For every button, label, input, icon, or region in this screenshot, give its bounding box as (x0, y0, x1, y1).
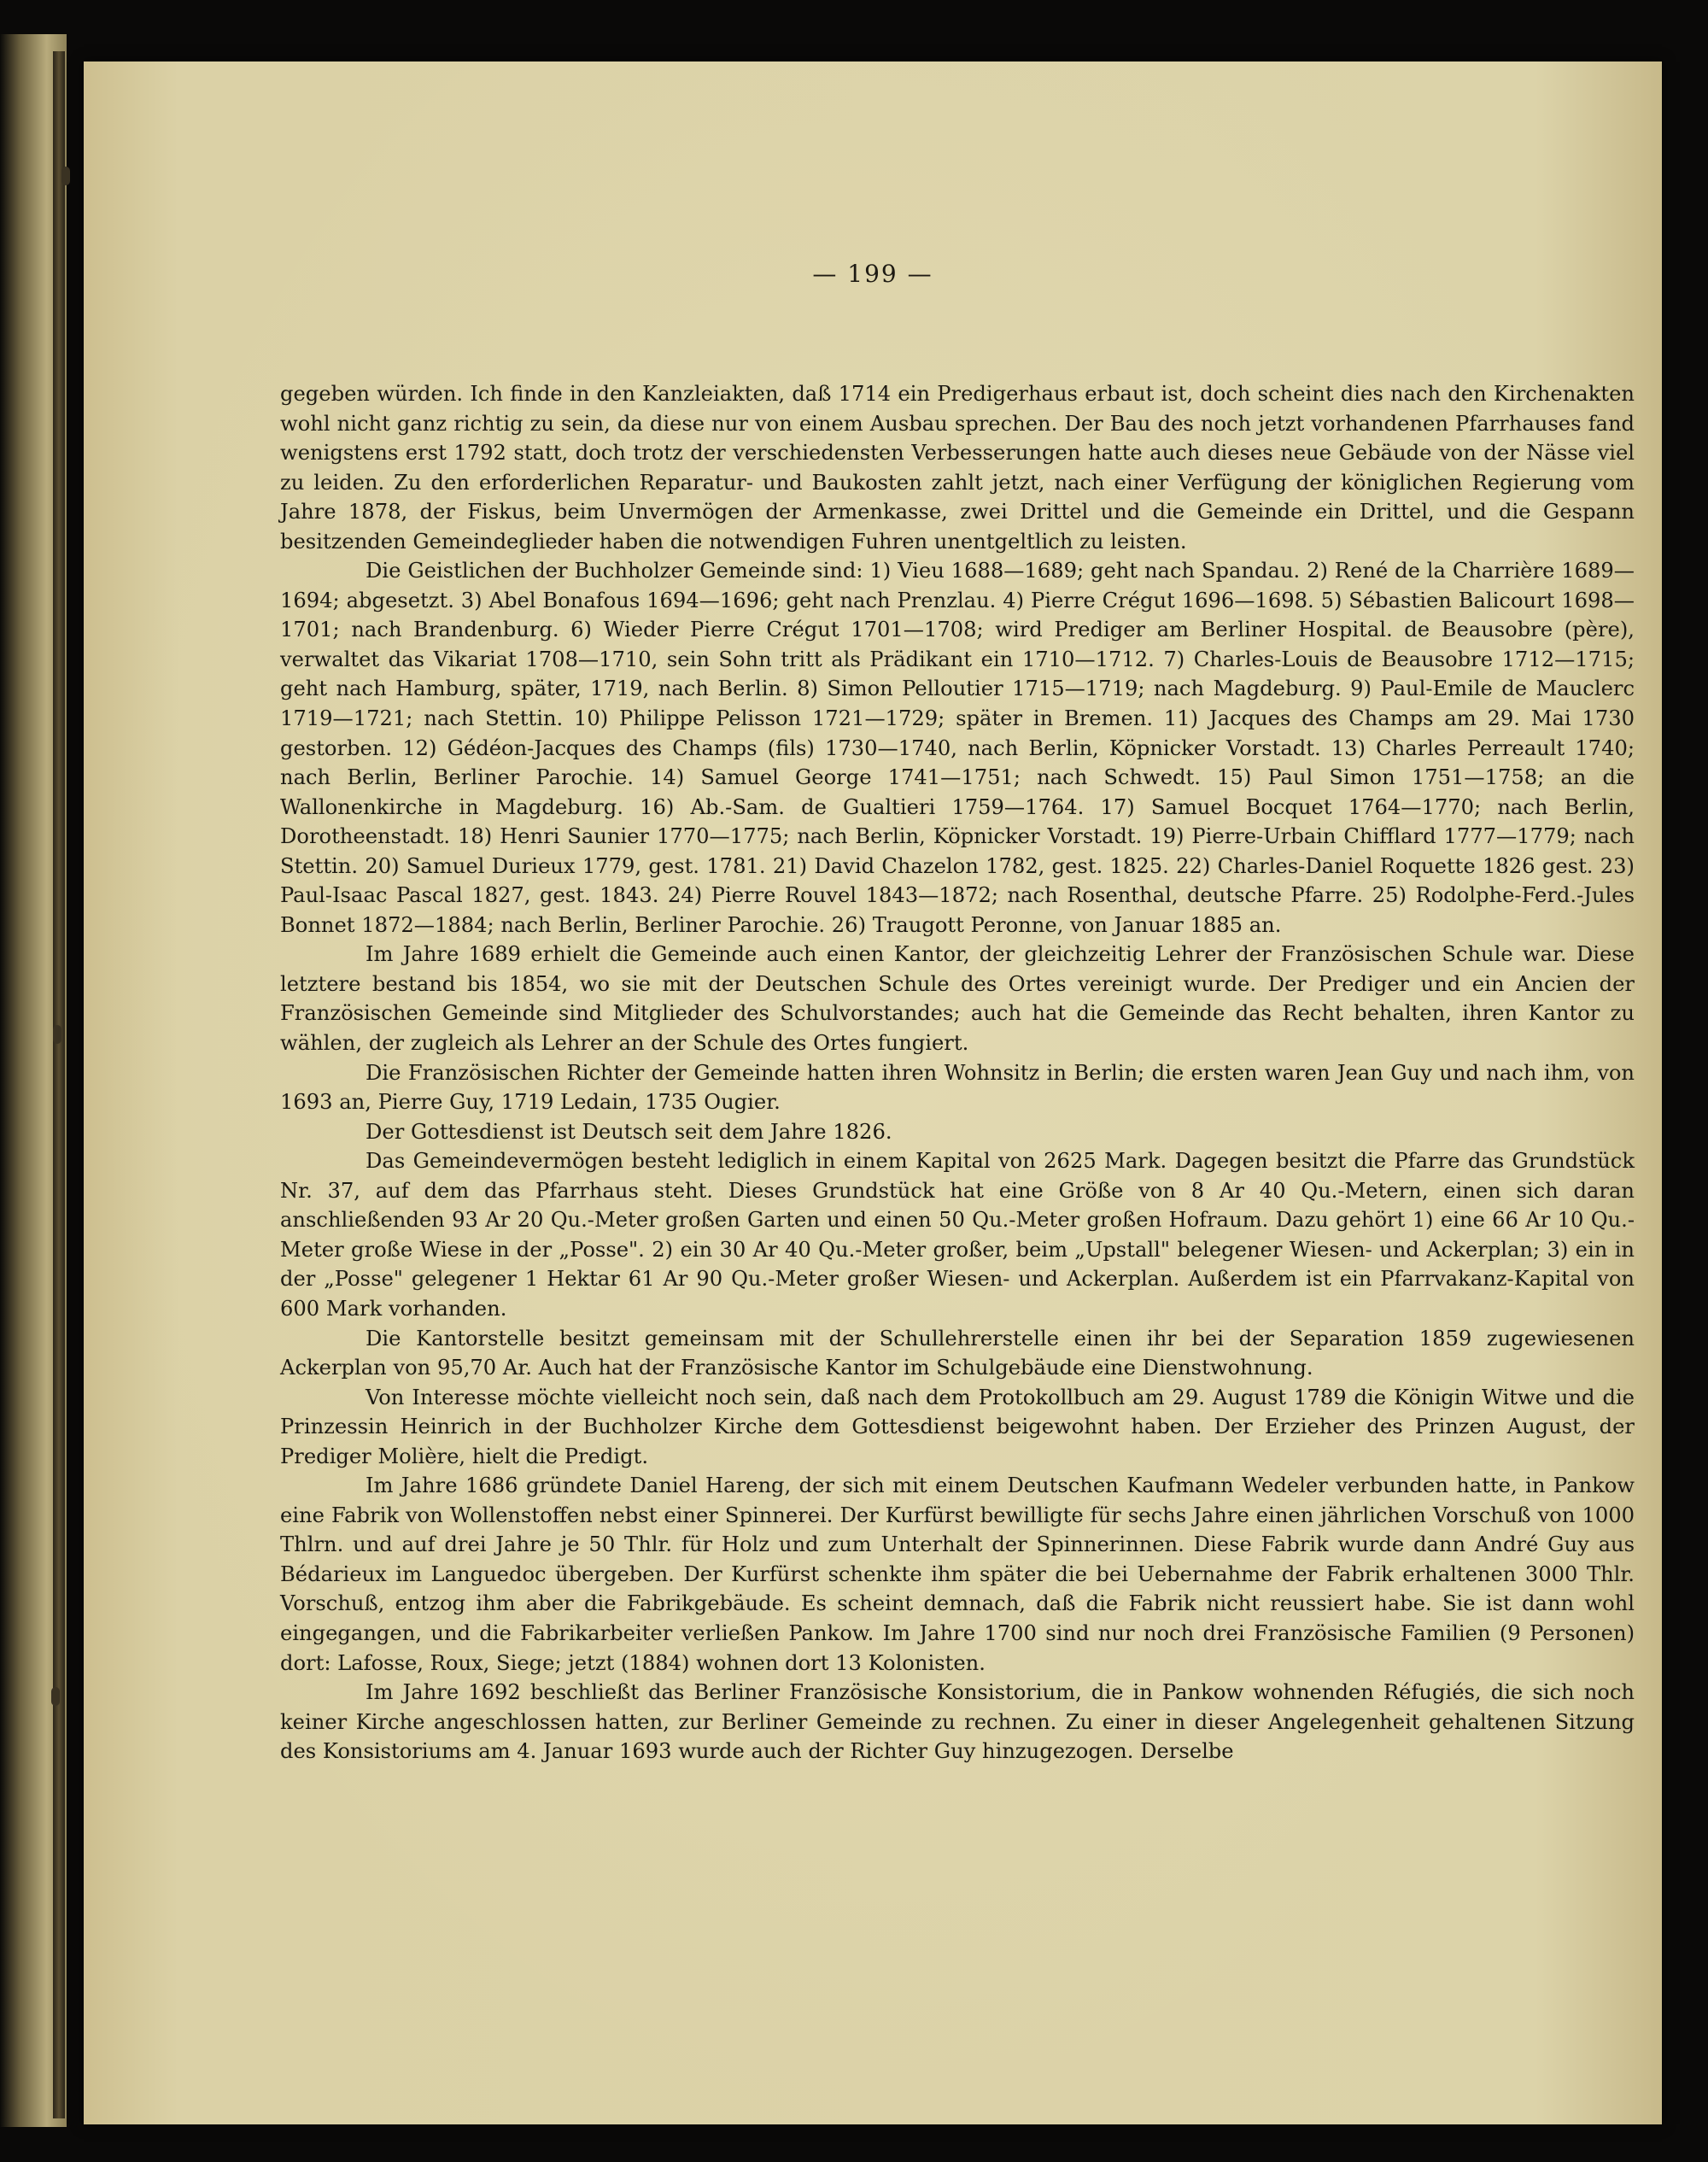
paragraph-8: Von Interesse möchte vielleicht noch sein, daß nach dem Protokollbuch am 29. August 1789 die Königin Witwe und die Prinzessin Heinrich in der Buchholzer Kirche dem Gottesdienst beigewohnt haben. Der Erzieher des Prinzen August, der Prediger Molière, hielt die Predigt. (280, 1385, 1635, 1468)
paragraph-3: Im Jahre 1689 erhielt die Gemeinde auch einen Kantor, der gleichzeitig Lehrer der Französischen Schule war. Diese letztere bestand bis 1854, wo sie mit der Deutschen Schule des Ortes vereinigt wurde. Der Prediger und ein Ancien der Französischen Gemeinde sind Mitglieder des Schulvorstandes; auch hat die Gemeinde das Recht behalten, ihren Kantor zu wählen, der zugleich als Lehrer an der Schule des Ortes fungiert. (280, 942, 1635, 1056)
book-binding (53, 51, 65, 2118)
book-page (84, 62, 1662, 2124)
binding-pin (53, 1025, 61, 1044)
binding-pin (61, 167, 70, 185)
paragraph-7: Die Kantorstelle besitzt gemeinsam mit der Schullehrerstelle einen ihr bei der Separation 1859 zugewiesenen Ackerplan von 95,70 Ar. Auch hat der Französische Kantor im Schulgebäude eine Dienstwohnung. (280, 1326, 1635, 1380)
paragraph-4: Die Französischen Richter der Gemeinde hatten ihren Wohnsitz in Berlin; die ersten waren Jean Guy und nach ihm, von 1693 an, Pierre Guy, 1719 Ledain, 1735 Ougier. (280, 1060, 1635, 1115)
binding-pin (51, 1687, 60, 1706)
paragraph-5: Der Gottesdienst ist Deutsch seit dem Jahre 1826. (366, 1119, 892, 1144)
paragraph-6: Das Gemeindevermögen besteht lediglich in einem Kapital von 2625 Mark. Dagegen besitzt die Pfarre das Grundstück Nr. 37, auf dem das Pfarrhaus steht. Dieses Grundstück hat eine Größe von 8 Ar 40 Qu.-Metern, einen sich daran anschließenden 93 Ar 20 Qu.-Meter großen Garten und einen 50 Qu.-Meter großen Hofraum. Dazu gehört 1) eine 66 Ar 10 Qu.-Meter große Wiese in der „Posse". 2) ein 30 Ar 40 Qu.-Meter großer, beim „Upstall" belegener Wiesen- und Ackerplan; 3) ein in der „Posse" gelegener 1 Hektar 61 Ar 90 Qu.-Meter großer Wiesen- und Ackerplan. Außerdem ist ein Pfarrvakanz-Kapital von 600 Mark vorhanden. (280, 1149, 1635, 1321)
paragraph-10: Im Jahre 1692 beschließt das Berliner Französische Konsistorium, die in Pankow wohnenden Réfugiés, die sich noch keiner Kirche angeschlossen hatten, zur Berliner Gemeinde zu rechnen. Zu einer in dieser Angelegenheit gehaltenen Sitzung des Konsistoriums am 4. Januar 1693 wurde auch der Richter Guy hinzugezogen. Derselbe (280, 1680, 1635, 1764)
page-number: — 199 — (812, 260, 933, 288)
paragraph-9: Im Jahre 1686 gründete Daniel Hareng, der sich mit einem Deutschen Kaufmann Wedeler verbunden hatte, in Pankow eine Fabrik von Wollenstoffen nebst einer Spinnerei. Der Kurfürst bewilligte für sechs Jahre einen jährlichen Vorschuß von 1000 Thlrn. und auf drei Jahre je 50 Thlr. für Holz und zum Unterhalt der Spinnerinnen. Diese Fabrik wurde dann André Guy aus Bédarieux im Languedoc übergeben. Der Kurfürst schenkte ihm später die bei Uebernahme der Fabrik erhaltenen 3000 Thlr. Vorschuß, entzog ihm aber die Fabrikgebäude. Es scheint demnach, daß die Fabrik nicht reussiert habe. Sie ist dann wohl eingegangen, und die Fabrikarbeiter verließen Pankow. Im Jahre 1700 sind nur noch drei Französische Familien (9 Personen) dort: Lafosse, Roux, Siege; jetzt (1884) wohnen dort 13 Kolonisten. (280, 1474, 1635, 1675)
paragraph-2: Die Geistlichen der Buchholzer Gemeinde sind: 1) Vieu 1688—1689; geht nach Spandau. 2) René de la Charrière 1689—1694; abgesetzt. 3) Abel Bonafous 1694—1696; geht nach Prenzlau. 4) Pierre Crégut 1696—1698. 5) Sébastien Balicourt 1698—1701; nach Brandenburg. 6) Wieder Pierre Crégut 1701—1708; wird Prediger am Berliner Hospital. de Beausobre (père), verwaltet das Vikariat 1708—1710, sein Sohn tritt als Prädikant ein 1710—1712. 7) Charles-Louis de Beausobre 1712—1715; geht nach Hamburg, später, 1719, nach Berlin. 8) Simon Pelloutier 1715—1719; nach Magdeburg. 9) Paul-Emile de Mauclerc 1719—1721; nach Stettin. 10) Philippe Pelisson 1721—1729; später in Bremen. 11) Jacques des Champs am 29. Mai 1730 gestorben. 12) Gédéon-Jacques des Champs (fils) 1730—1740, nach Berlin, Köpnicker Vorstadt. 13) Charles Perreault 1740; nach Berlin, Berliner Parochie. 14) Samuel George 1741—1751; nach Schwedt. 15) Paul Simon 1751—1758; an die Wallonenkirche in Magdeburg. 16) Ab.-Sam. de Gualtieri 1759—1764. 17) Samuel Bocquet 1764—1770; nach Berlin, Dorotheenstadt. 18) Henri Saunier 1770—1775; nach Berlin, Köpnicker Vorstadt. 19) Pierre-Urbain Chifflard 1777—1779; nach Stettin. 20) Samuel Durieux 1779, gest. 1781. 21) David Chazelon 1782, gest. 1825. 22) Charles-Daniel Roquette 1826 gest. 23) Paul-Isaac Pascal 1827, gest. 1843. 24) Pierre Rouvel 1843—1872; nach Rosenthal, deutsche Pfarre. 25) Rodolphe-Ferd.-Jules Bonnet 1872—1884; nach Berlin, Berliner Parochie. 26) Traugott Peronne, von Januar 1885 an. (280, 559, 1635, 937)
body-text (280, 379, 1635, 1767)
paragraph-1: gegeben würden. Ich finde in den Kanzleiakten, daß 1714 ein Predigerhaus erbaut ist, doch scheint dies nach den Kirchenakten wohl nicht ganz richtig zu sein, da diese nur von einem Ausbau sprechen. Der Bau des noch jetzt vorhandenen Pfarrhauses fand wenigstens erst 1792 statt, doch trotz der verschiedensten Verbesserungen hatte auch dieses neue Gebäude von der Nässe viel zu leiden. Zu den erforderlichen Reparatur- und Baukosten zahlt jetzt, nach einer Verfügung der königlichen Regierung vom Jahre 1878, der Fiskus, beim Unvermögen der Armenkasse, zwei Drittel und die Gemeinde ein Drittel, und die Gespann besitzenden Gemeindeglieder haben die notwendigen Fuhren unentgeltlich zu leisten. (280, 382, 1635, 554)
